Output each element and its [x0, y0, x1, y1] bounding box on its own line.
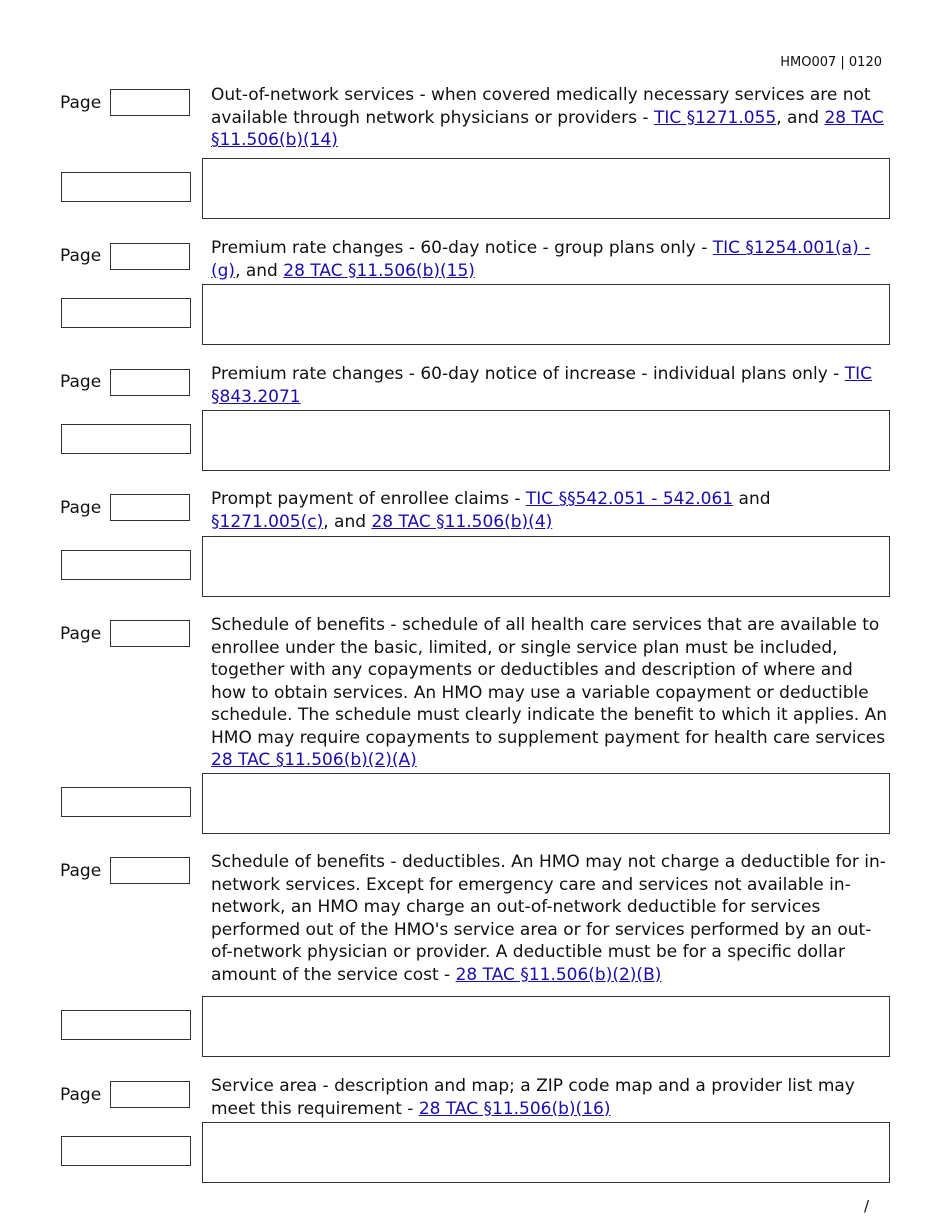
- page-label: Page: [60, 861, 102, 881]
- page-number-input[interactable]: [110, 243, 190, 270]
- requirement-text: Schedule of benefits - schedule of all health care services that are available to enrollee under the basic, limited, or single service plan must be included, together with any copayments or deductibles and description of where and how to obtain services. An HMO may use a variable copayment or deductible schedule. The schedule must clearly indicate the benefit to which it applies. An HMO may require copayments to supplement payment for health care services 28 TAC §11.506(b)(2)(A): [211, 615, 888, 770]
- reference-input[interactable]: [61, 787, 191, 817]
- reference-input[interactable]: [61, 550, 191, 580]
- requirement-text: Schedule of benefits - deductibles. An HMO may not charge a deductible for in-network services. Except for emergency care and services not available in-network, an HMO may charge an out-of-network deductible for services performed out of the HMO's service area or for services performed by an out-of-network physician or provider. A deductible must be for a specific dollar amount of the service cost - 28 TAC §11.506(b)(2)(B): [211, 852, 886, 985]
- citation-link[interactable]: 28 TAC §11.506(b)(16): [418, 1098, 611, 1119]
- reference-input[interactable]: [61, 1010, 191, 1040]
- page-number-input[interactable]: [110, 1081, 190, 1108]
- comment-box[interactable]: [202, 773, 890, 834]
- requirement-text: Prompt payment of enrollee claims - TIC §§542.051 - 542.061 and §1271.005(c), and 28 TAC §11.506(b)(4): [211, 489, 771, 532]
- citation-link[interactable]: TIC §843.2071: [211, 364, 872, 407]
- comment-box[interactable]: [202, 996, 890, 1057]
- comment-box[interactable]: [202, 536, 890, 597]
- page-label: Page: [60, 498, 102, 518]
- reference-input[interactable]: [61, 172, 191, 202]
- page-number-input[interactable]: [110, 89, 190, 116]
- page-label: Page: [60, 372, 102, 392]
- citation-link[interactable]: TIC §1254.001(a) - (g): [211, 238, 871, 281]
- requirement-text: Service area - description and map; a ZIP code map and a provider list may meet this requirement - 28 TAC §11.506(b)(16): [211, 1076, 855, 1119]
- requirement-text: Out-of-network services - when covered medically necessary services are not available through network physicians or providers - TIC §1271.055, and 28 TAC §11.506(b)(14): [211, 85, 884, 150]
- page-label: Page: [60, 1085, 102, 1105]
- reference-input[interactable]: [61, 424, 191, 454]
- page-number-input[interactable]: [110, 369, 190, 396]
- citation-link[interactable]: 28 TAC §11.506(b)(14): [211, 107, 884, 150]
- reference-input[interactable]: [61, 298, 191, 328]
- page-label: Page: [60, 246, 102, 266]
- form-id: HMO007 | 0120: [780, 55, 882, 70]
- comment-box[interactable]: [202, 410, 890, 471]
- citation-link[interactable]: 28 TAC §11.506(b)(15): [283, 260, 475, 281]
- citation-link[interactable]: 28 TAC §11.506(b)(2)(A): [211, 750, 417, 770]
- citation-link[interactable]: TIC §1271.055: [653, 107, 777, 128]
- page-number-input[interactable]: [110, 857, 190, 884]
- page-number-footer: /: [864, 1197, 870, 1215]
- citation-link[interactable]: §1271.005(c): [211, 511, 324, 532]
- comment-box[interactable]: [202, 284, 890, 345]
- reference-input[interactable]: [61, 1136, 191, 1166]
- citation-link[interactable]: 28 TAC §11.506(b)(4): [371, 511, 553, 532]
- page-label: Page: [60, 624, 102, 644]
- page-number-input[interactable]: [110, 620, 190, 647]
- page-number-input[interactable]: [110, 494, 190, 521]
- requirement-text: Premium rate changes - 60-day notice - group plans only - TIC §1254.001(a) - (g), and 28 TAC §11.506(b)(15): [211, 238, 871, 281]
- citation-link[interactable]: TIC §§542.051 - 542.061: [525, 489, 734, 509]
- comment-box[interactable]: [202, 1122, 890, 1183]
- requirement-text: Premium rate changes - 60-day notice of increase - individual plans only - TIC §843.2071: [211, 364, 872, 407]
- comment-box[interactable]: [202, 158, 890, 219]
- page-label: Page: [60, 93, 102, 113]
- citation-link[interactable]: 28 TAC §11.506(b)(2)(B): [455, 964, 662, 985]
